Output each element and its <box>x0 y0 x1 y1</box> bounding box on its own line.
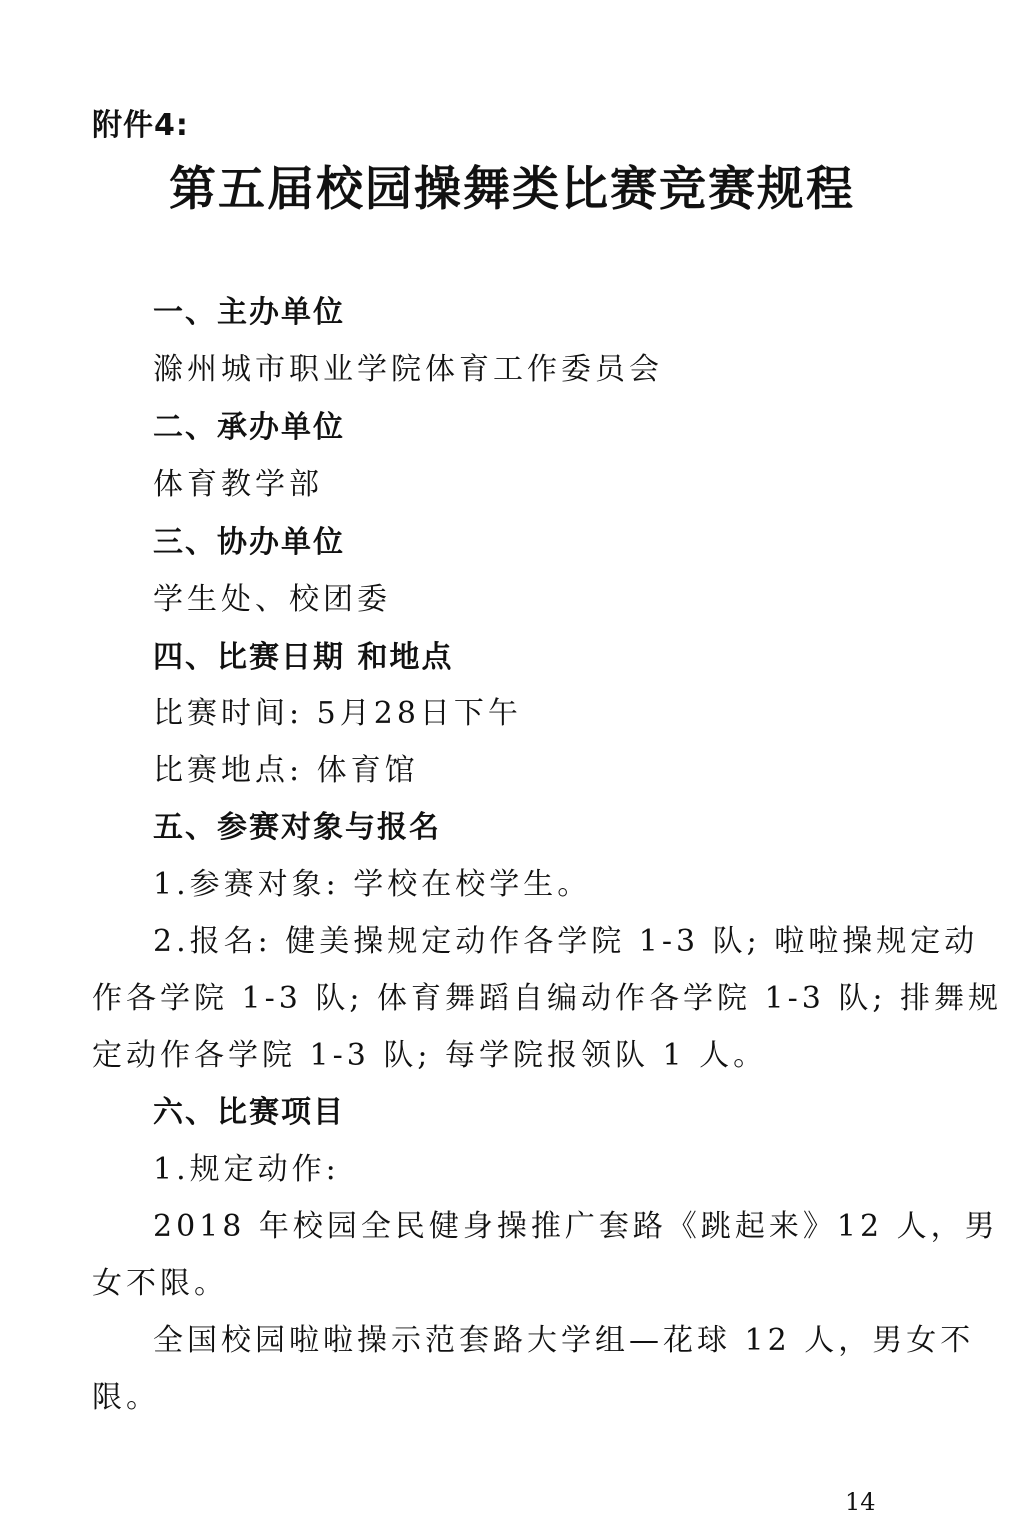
event-routine-1-line-1: 2018 年校园全民健身操推广套路《跳起来》12 人，男 <box>153 1209 999 1244</box>
event-routine-2-line-2: 限。 <box>92 1380 160 1415</box>
attachment-label: 附件4: <box>92 108 189 143</box>
section-body-host: 体育教学部 <box>153 467 323 502</box>
section-heading-events: 六、比赛项目 <box>153 1095 345 1130</box>
registration-line-2: 作各学院 1-3 队; 体育舞蹈自编动作各学院 1-3 队; 排舞规 <box>92 981 1003 1016</box>
section-heading-co-organizer: 三、协办单位 <box>153 525 345 560</box>
page-number: 14 <box>845 1488 876 1516</box>
event-routine-1-line-2: 女不限。 <box>92 1266 228 1301</box>
events-item-1: 1.规定动作: <box>153 1152 340 1187</box>
competition-place: 比赛地点: 体育馆 <box>153 753 419 788</box>
section-heading-date-place: 四、比赛日期 和地点 <box>153 640 454 675</box>
document-title: 第五届校园操舞类比赛竞赛规程 <box>169 162 855 217</box>
registration-line-1: 2.报名: 健美操规定动作各学院 1-3 队; 啦啦操规定动 <box>153 924 979 959</box>
participants-item: 1.参赛对象: 学校在校学生。 <box>153 867 592 902</box>
section-heading-host: 二、承办单位 <box>153 410 345 445</box>
section-body-co-organizer: 学生处、校团委 <box>153 582 391 617</box>
section-body-organizer: 滁州城市职业学院体育工作委员会 <box>153 352 663 387</box>
competition-time: 比赛时间: 5月28日下午 <box>153 696 522 731</box>
section-heading-organizer: 一、主办单位 <box>153 295 345 330</box>
event-routine-2-line-1: 全国校园啦啦操示范套路大学组—花球 12 人，男女不 <box>153 1323 975 1358</box>
section-heading-participants: 五、参赛对象与报名 <box>153 810 441 845</box>
registration-line-3: 定动作各学院 1-3 队; 每学院报领队 1 人。 <box>92 1038 768 1073</box>
